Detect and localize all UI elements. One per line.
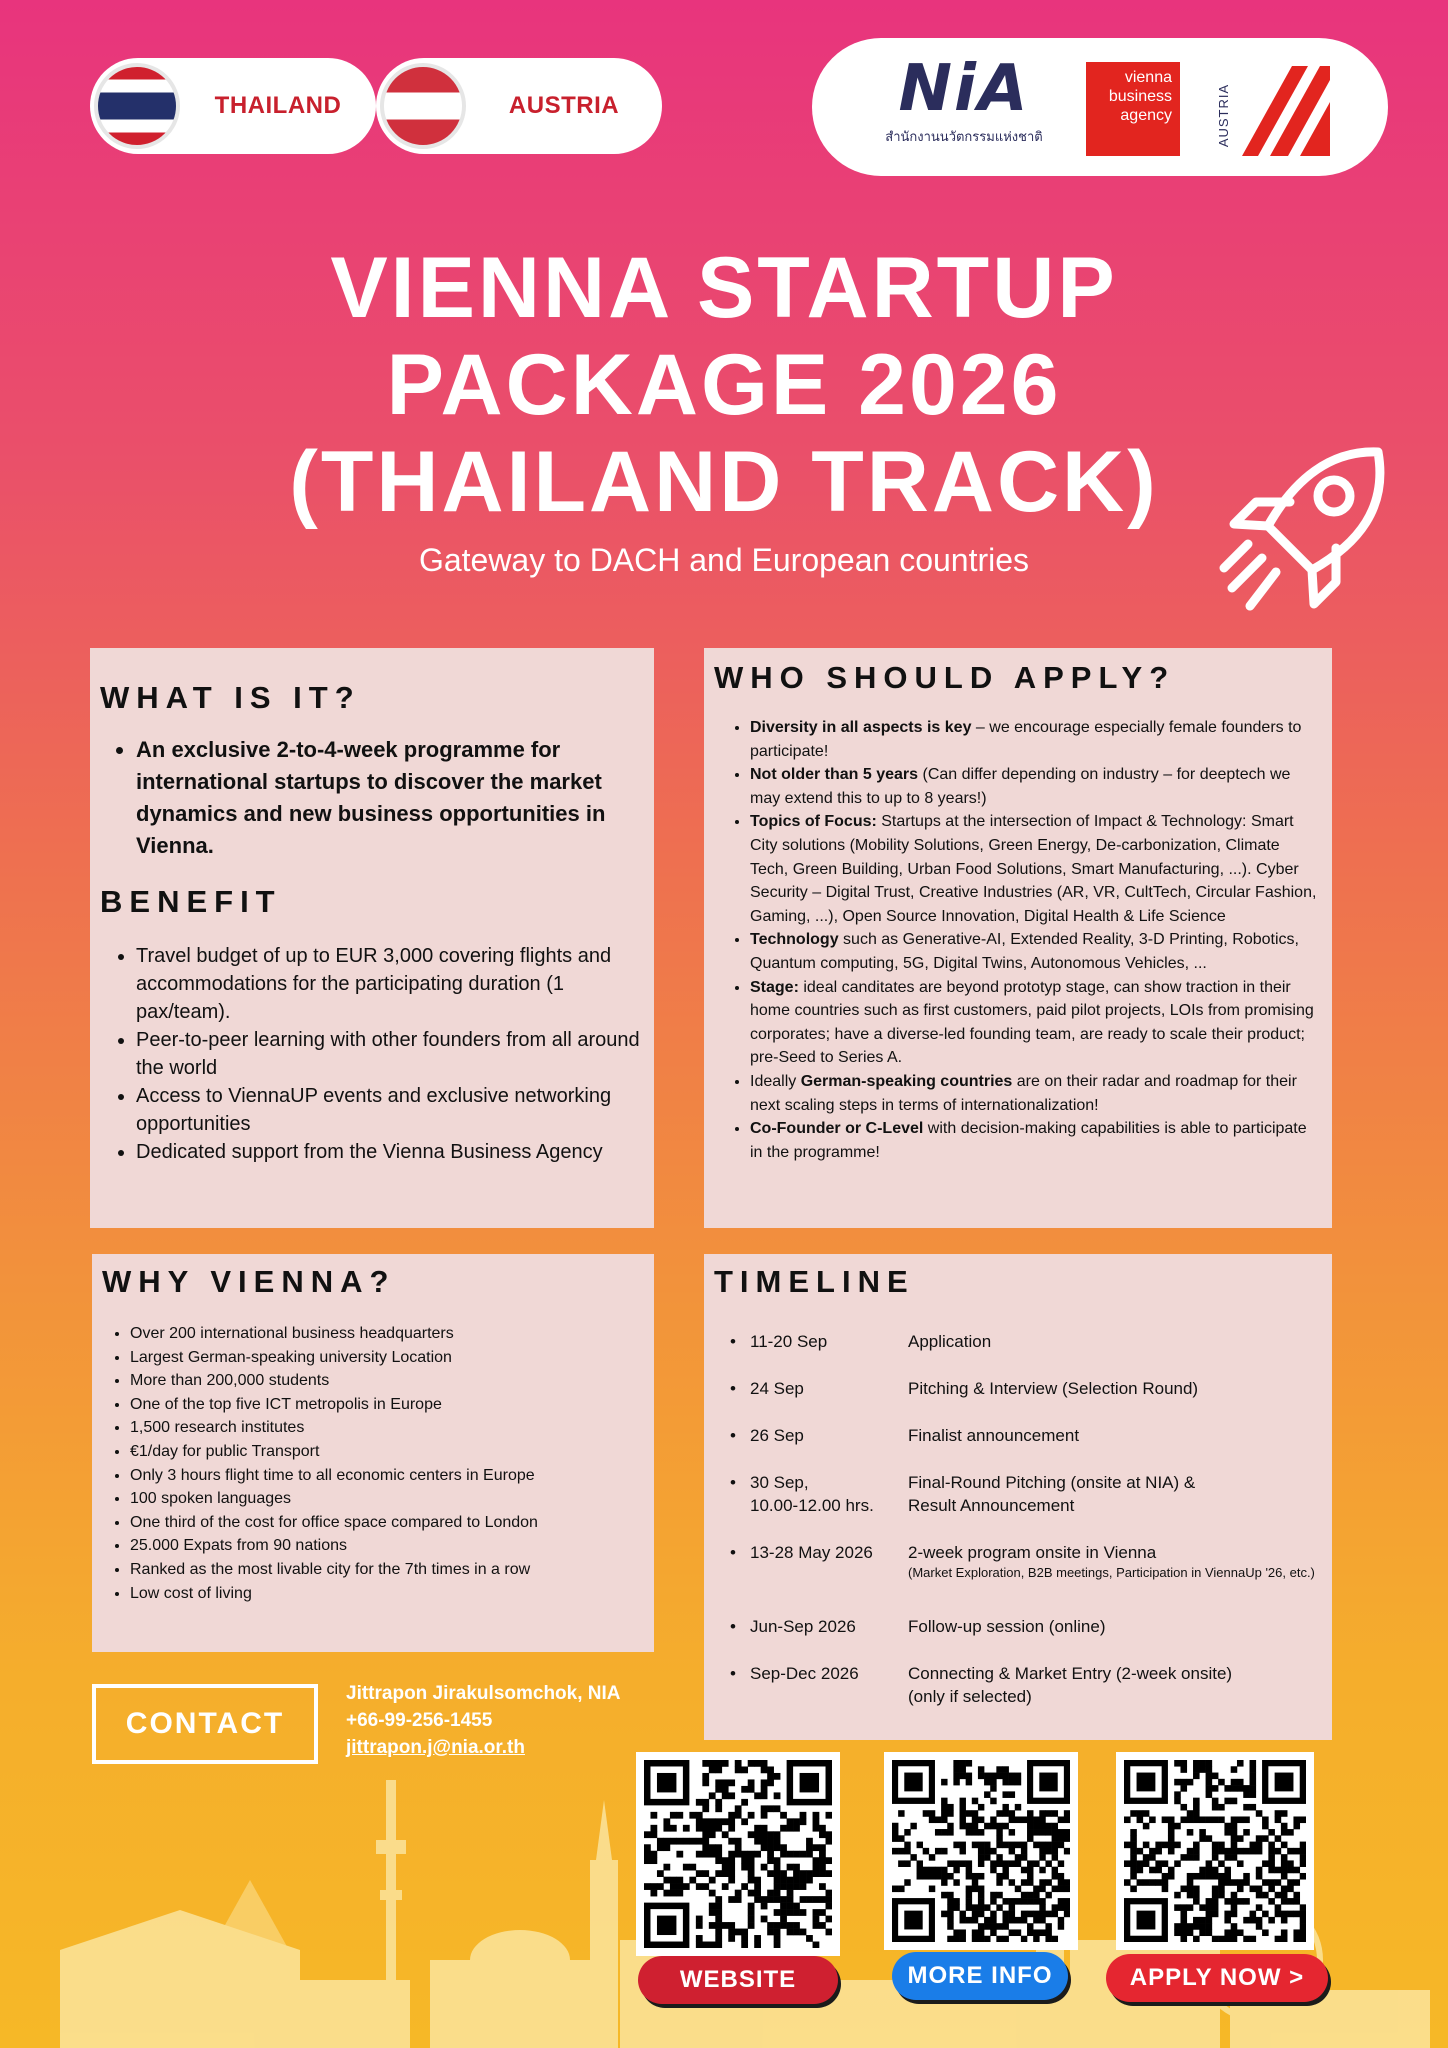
qr-code-icon (644, 1760, 832, 1948)
who-item-text: ideal canditates are beyond prototyp stage, can show traction in their home countries such as first customers, paid pilot projects, LOIs from promising corporates; have a diverse-led founding team, are ready to scale their product; pre-Seed to Series A. (750, 978, 1314, 1067)
timeline-date (750, 1662, 908, 1708)
website-qr-code[interactable] (636, 1752, 840, 1956)
website-button[interactable]: WEBSITE (638, 1956, 838, 2004)
why-item: • €1/day for public Transport (130, 1440, 644, 1464)
why-item: • Ranked as the most livable city for the 7th times in a row (130, 1558, 644, 1582)
benefit-item: • Access to ViennaUP events and exclusive networking opportunities (136, 1082, 644, 1138)
austria-flag-icon (380, 63, 466, 149)
who-item-bold: Topics of Focus: (750, 813, 877, 831)
vba-logo-line-2: business (1108, 88, 1172, 105)
timeline-date (750, 1615, 908, 1638)
contact-name: Jittrapon Jirakulsomchok, NIA (346, 1683, 621, 1704)
who-item (750, 928, 1322, 975)
why-item: • One of the top five ICT metropolis in Europe (130, 1393, 644, 1417)
who-item (750, 976, 1322, 1070)
who-item (750, 1117, 1322, 1164)
timeline-desc-line: Application (908, 1332, 992, 1351)
country-pill-thailand (90, 58, 376, 154)
why-item: • One third of the cost for office space compared to London (130, 1511, 644, 1535)
timeline-row (750, 1377, 1322, 1400)
who-item-bold: Technology (750, 931, 839, 949)
timeline-date-line: • Jun-Sep 2026 (750, 1617, 856, 1636)
more-info-qr-code[interactable] (884, 1752, 1078, 1950)
why-item: • 100 spoken languages (130, 1487, 644, 1511)
timeline-desc-line: Final-Round Pitching (onsite at NIA) & (908, 1473, 1196, 1492)
timeline-description (908, 1615, 1322, 1638)
timeline-date-line-2: 10.00-12.00 hrs. (750, 1496, 874, 1515)
timeline-desc-line: Finalist announcement (908, 1426, 1080, 1445)
apply-now-qr-code[interactable] (1116, 1752, 1314, 1950)
apply-now-button[interactable]: APPLY NOW > (1106, 1954, 1328, 2002)
benefit-list (100, 942, 644, 1166)
austria-logo (1212, 60, 1332, 160)
timeline-desc-line: 2-week program onsite in Vienna (908, 1543, 1157, 1562)
who-item-text: – we encourage especially female founders to participate! (750, 719, 1302, 760)
who-item (750, 810, 1322, 928)
who-item-text: Startups at the intersection of Impact & Technology: Smart City solutions (Mobility Solutions, Green Energy, De-carbonization, Climate Tech, Green Building, Urban Food Solutions, Smart Manufacturing, ...). Cyber Security – Digital Trust, Creative Industries (AR, VR, CultTech, Circular Fashion, Gaming, ...), Open Source Innovation, Digital Health & Life Science (750, 813, 1317, 925)
who-item-text: such as Generative-AI, Extended Reality, 3-D Printing, Robotics, Quantum computing, 5G, Digital Twins, Autonomous Vehicles, ... (750, 931, 1299, 972)
timeline-row (750, 1471, 1322, 1517)
timeline-row (750, 1424, 1322, 1447)
title-line-3: (THAILAND TRACK) (289, 434, 1159, 530)
country-label-austria: AUSTRIA (508, 92, 620, 119)
country-label-thailand: THAILAND (214, 92, 342, 119)
timeline-date-line: • 30 Sep, (750, 1473, 809, 1492)
more-info-button[interactable]: MORE INFO (892, 1952, 1068, 2000)
who-item-bold: German-speaking countries (800, 1072, 1013, 1090)
contact-email-link[interactable]: jittrapon.j@nia.or.th (346, 1737, 525, 1758)
why-vienna-panel (92, 1254, 654, 1652)
who-heading: WHO SHOULD APPLY? (714, 660, 1176, 695)
timeline-heading: TIMELINE (714, 1264, 915, 1299)
nia-logo-wordmark: NiA (898, 52, 1030, 126)
who-item-lead: Ideally (750, 1072, 801, 1090)
what-heading: WHAT IS IT? (100, 680, 361, 715)
vienna-business-agency-logo (1086, 62, 1180, 156)
timeline-date-line: • 13-28 May 2026 (750, 1543, 873, 1562)
contact-info (346, 1680, 621, 1761)
qr-code-icon (1124, 1760, 1306, 1942)
timeline-description (908, 1424, 1322, 1447)
who-item (750, 763, 1322, 810)
what-list (100, 734, 644, 862)
timeline-date (750, 1541, 908, 1581)
timeline-description (908, 1662, 1322, 1708)
why-item: • Largest German-speaking university Location (130, 1346, 644, 1370)
why-item: • Over 200 international business headquarters (130, 1322, 644, 1346)
benefit-item: • Dedicated support from the Vienna Business Agency (136, 1138, 644, 1166)
who-list (714, 716, 1322, 1164)
timeline-date-line: • Sep-Dec 2026 (750, 1664, 859, 1683)
timeline-description (908, 1377, 1322, 1400)
timeline-desc-line-2: Result Announcement (908, 1496, 1075, 1515)
timeline-date (750, 1471, 908, 1517)
timeline-desc-line: Connecting & Market Entry (2-week onsite) (908, 1664, 1233, 1683)
what-item: • An exclusive 2-to-4-week programme for international startups to discover the market dynamics and new business opportunities in Vienna. (136, 734, 644, 862)
why-item: • More than 200,000 students (130, 1369, 644, 1393)
why-item: • 1,500 research institutes (130, 1416, 644, 1440)
title-line-2: PACKAGE 2026 (386, 337, 1062, 433)
country-pill-austria (376, 58, 662, 154)
timeline-date-line: • 26 Sep (750, 1426, 804, 1445)
who-item (750, 716, 1322, 763)
timeline-row (750, 1615, 1322, 1638)
partner-logos (812, 38, 1388, 176)
timeline-row (750, 1330, 1322, 1353)
timeline-rows (714, 1330, 1322, 1708)
why-item: • Low cost of living (130, 1582, 644, 1606)
timeline-panel (704, 1254, 1332, 1740)
contact-label-box: CONTACT (92, 1684, 318, 1764)
vba-logo-line-1: vienna (1124, 69, 1172, 86)
what-benefit-panel (90, 648, 654, 1228)
who-item-text: with decision-making capabilities is able to participate in the programme! (750, 1120, 1307, 1161)
qr-code-icon (892, 1760, 1070, 1942)
vba-logo-line-3: agency (1120, 107, 1172, 124)
who-item-text: (Can differ depending on industry – for deeptech we may extend this to up to 8 years!) (750, 766, 1291, 807)
title-line-1: VIENNA STARTUP (330, 240, 1118, 336)
who-item-bold: Co-Founder or C-Level (750, 1120, 924, 1138)
timeline-date (750, 1377, 908, 1400)
who-item-bold: Not older than 5 years (750, 766, 919, 784)
timeline-desc-line-2: (only if selected) (908, 1687, 1032, 1706)
timeline-date-line: • 11-20 Sep (750, 1332, 828, 1351)
why-item: • 25.000 Expats from 90 nations (130, 1534, 644, 1558)
timeline-row (750, 1662, 1322, 1708)
who-item-bold: Diversity in all aspects is key (750, 719, 972, 736)
austria-logo-word: AUSTRIA (1216, 83, 1232, 148)
benefit-heading: BENEFIT (100, 884, 282, 919)
why-item: • Only 3 hours flight time to all economic centers in Europe (130, 1464, 644, 1488)
page-title (200, 240, 1248, 531)
timeline-date (750, 1330, 908, 1353)
timeline-desc-line: Pitching & Interview (Selection Round) (908, 1379, 1199, 1398)
who-item-text: are on their radar and roadmap for their next scaling steps in terms of internationalization! (750, 1072, 1297, 1114)
timeline-row (750, 1541, 1322, 1581)
rocket-icon (1210, 440, 1400, 630)
thailand-flag-icon (94, 63, 180, 149)
why-list (102, 1322, 644, 1605)
who-item-bold: Stage: (750, 978, 799, 996)
benefit-item: • Travel budget of up to EUR 3,000 covering flights and accommodations for the participating duration (1 pax/team). (136, 942, 644, 1026)
timeline-description (908, 1471, 1322, 1517)
timeline-date (750, 1424, 908, 1447)
timeline-date-line: • 24 Sep (750, 1379, 804, 1398)
who-should-apply-panel (704, 648, 1332, 1228)
who-item (750, 1070, 1322, 1117)
timeline-note: (Market Exploration, B2B meetings, Participation in ViennaUp '26, etc.) (908, 1565, 1315, 1580)
nia-logo (854, 52, 1074, 147)
page-subtitle: Gateway to DACH and European countries (418, 542, 1030, 578)
benefit-item: • Peer-to-peer learning with other founders from all around the world (136, 1026, 644, 1082)
nia-logo-subtitle: สำนักงานนวัตกรรมแห่งชาติ (885, 129, 1043, 144)
why-heading: WHY VIENNA? (102, 1264, 396, 1299)
timeline-description (908, 1330, 1322, 1353)
timeline-description (908, 1541, 1322, 1581)
timeline-desc-line: Follow-up session (online) (908, 1617, 1106, 1636)
contact-phone[interactable]: +66-99-256-1455 (346, 1710, 493, 1731)
